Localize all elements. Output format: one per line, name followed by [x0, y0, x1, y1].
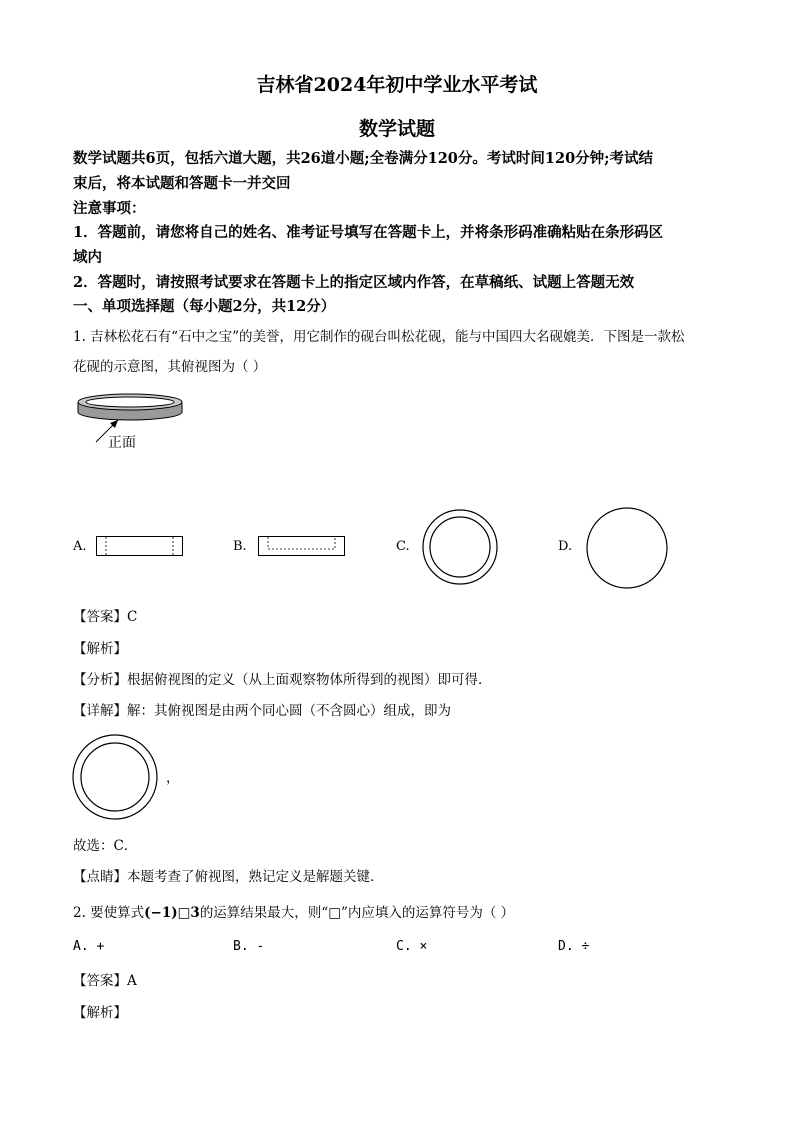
q1-stem-line-1: 1. 吉林松花石有“石中之宝”的美誉，用它制作的砚台叫松花砚，能与中国四大名砚媲美．下图是一款松 — [73, 329, 685, 345]
q1-answer: 【答案】C — [73, 609, 138, 625]
q1-dianjing: 【点睛】本题考查了俯视图，熟记定义是解题关键． — [73, 869, 384, 885]
q2-stem-suffix: 的运算结果最大，则“□”内应填入的运算符号为（ ） — [199, 905, 515, 921]
option-b-label: B. — [233, 539, 247, 554]
option-b-figure — [258, 536, 348, 558]
q2-option-b: B. - — [233, 939, 265, 954]
page-subtitle: 数学试题 — [358, 118, 435, 140]
option-a-label: A. — [73, 539, 87, 554]
q2-option-d: D. ÷ — [558, 939, 590, 954]
q1-stem-line-2: 花砚的示意图，其俯视图为（ ） — [73, 359, 267, 375]
notice-item-1-line-1: 1．答题前，请您将自己的姓名、准考证号填写在答题卡上，并将条形码准确粘贴在条形码区 — [73, 224, 664, 241]
notice-item-2: 2．答题时，请按照考试要求在答题卡上的指定区域内作答，在草稿纸、试题上答题无效 — [73, 274, 635, 291]
section-heading: 一、单项选择题（每小题2分，共12分） — [73, 298, 336, 315]
notice-heading: 注意事项： — [73, 200, 146, 217]
figure-label: 正面 — [108, 435, 136, 451]
q2-option-c: C. × — [396, 939, 428, 954]
page-title: 吉林省2024年初中学业水平考试 — [256, 74, 538, 96]
option-d-figure — [585, 506, 671, 590]
option-c-figure — [422, 505, 502, 589]
option-d-label: D. — [558, 539, 573, 554]
figure-comma: ， — [166, 770, 180, 786]
q1-analysis-heading: 【解析】 — [73, 641, 127, 657]
q2-answer: 【答案】A — [73, 973, 137, 989]
q1-xiangjie: 【详解】解：其俯视图是由两个同心圆（不含圆心）组成，即为 — [73, 703, 451, 719]
q2-stem — [73, 901, 514, 921]
q2-option-a: A. + — [73, 939, 105, 954]
option-c-label: C. — [396, 539, 410, 554]
intro-line-2: 束后，将本试题和答题卡一并交回 — [73, 175, 291, 192]
option-a-figure — [96, 536, 186, 558]
q1-fenxi: 【分析】根据俯视图的定义（从上面观察物体所得到的视图）即可得． — [73, 672, 492, 688]
q2-analysis-heading: 【解析】 — [73, 1005, 127, 1021]
intro-line-1: 数学试题共6页，包括六道大题，共26道小题;全卷满分120分。考试时间120分钟;考试结 — [73, 150, 654, 167]
q1-choice: 故选：C． — [73, 838, 138, 854]
q2-stem-expression: (−1)□3 — [144, 905, 200, 921]
concentric-circles-figure — [72, 733, 162, 821]
q2-stem-prefix: 2. 要使算式 — [73, 905, 145, 921]
notice-item-1-line-2: 域内 — [73, 249, 102, 266]
